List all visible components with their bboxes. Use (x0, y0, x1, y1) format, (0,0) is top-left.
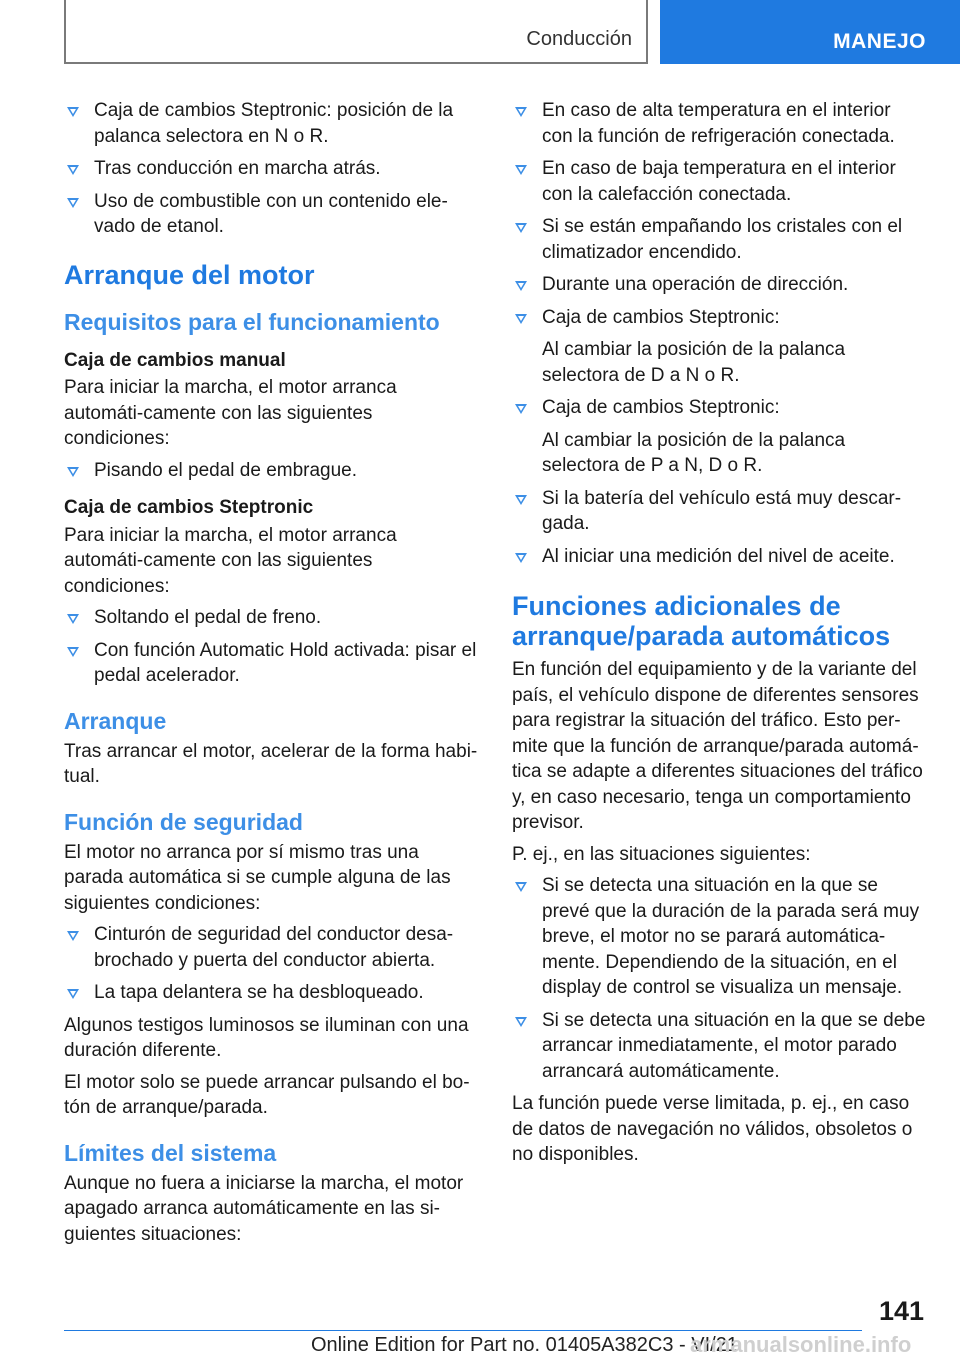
triangle-bullet-icon (67, 647, 79, 657)
list-item: Si la batería del vehículo está muy descar‐gada. (512, 486, 926, 537)
chapter-tab: MANEJO (660, 0, 960, 64)
paragraph: El motor solo se puede arrancar pulsando el bo‐tón de arranque/parada. (64, 1071, 470, 1118)
triangle-bullet-icon (67, 931, 79, 941)
heading-caja-manual: Caja de cambios manual (64, 349, 286, 371)
triangle-bullet-icon (515, 314, 527, 324)
list-item: Durante una operación de dirección. (512, 272, 926, 298)
heading-requisitos: Requisitos para el funcionamiento (64, 308, 440, 335)
bullet-list (512, 98, 926, 569)
list-item: Uso de combustible con un contenido ele‐vado de etanol. (64, 189, 480, 240)
triangle-bullet-icon (515, 1017, 527, 1027)
triangle-bullet-icon (515, 281, 527, 291)
triangle-bullet-icon (67, 107, 79, 117)
list-item: Si se están empañando los cristales con el climatizador encendido. (512, 214, 926, 265)
list-item: Caja de cambios Steptronic: Al cambiar la posición de la palanca selectora de D a N o R. (512, 305, 926, 389)
list-item: Con función Automatic Hold activada: pisar el pedal acelerador. (64, 638, 480, 689)
bullet-list (64, 922, 480, 1006)
triangle-bullet-icon (67, 614, 79, 624)
right-column (512, 98, 926, 1174)
triangle-bullet-icon (67, 165, 79, 175)
triangle-bullet-icon (515, 882, 527, 892)
triangle-bullet-icon (515, 553, 527, 563)
bullet-list (512, 873, 926, 1084)
paragraph: El motor no arranca por sí mismo tras una parada automática si se cumple alguna de las siguientes condiciones: (64, 841, 451, 914)
list-item: Caja de cambios Steptronic: posición de la palanca selectora en N o R. (64, 98, 480, 149)
page-number: 141 (878, 1296, 924, 1326)
bullet-list (64, 98, 480, 240)
heading-caja-steptronic: Caja de cambios Steptronic (64, 497, 314, 518)
list-item: Soltando el pedal de freno. (64, 605, 480, 631)
left-column (64, 98, 480, 1253)
paragraph: Algunos testigos luminosos se iluminan con una duración diferente. (64, 1014, 469, 1061)
bullet-list (64, 458, 480, 484)
list-item: Pisando el pedal de embrague. (64, 458, 480, 484)
section-title: Conducción (526, 28, 632, 50)
triangle-bullet-icon (515, 495, 527, 505)
list-item: Si se detecta una situación en la que se debe arrancar inmediatamente, el motor parado arrancará automáticamente. (512, 1008, 926, 1085)
paragraph: Para iniciar la marcha, el motor arranca automáti‐camente con las siguientes condiciones: (64, 377, 397, 449)
triangle-bullet-icon (67, 467, 79, 477)
paragraph: Tras arrancar el motor, acelerar de la forma habi‐tual. (64, 740, 478, 787)
footer-divider (64, 1330, 862, 1331)
paragraph: En función del equipamiento y de la variante del país, el vehículo dispone de diferentes sensores para registrar la situación del tráfico. Esto per‐mite que la función de arranque/parada automá‐tica se adapte a diferentes situaciones del tráfico y, en caso necesario, tenga un comportamiento previsor. (512, 659, 923, 833)
triangle-bullet-icon (67, 198, 79, 208)
heading-funciones: Funciones adicionales de arranque/parada automáticos (512, 591, 891, 651)
list-item: Caja de cambios Steptronic: Al cambiar la posición de la palanca selectora de P a N, D o R. (512, 395, 926, 479)
triangle-bullet-icon (515, 107, 527, 117)
triangle-bullet-icon (515, 404, 527, 414)
heading-arranque: Arranque (64, 707, 167, 734)
bullet-list (64, 605, 480, 689)
list-item: Tras conducción en marcha atrás. (64, 156, 480, 182)
paragraph: Aunque no fuera a iniciarse la marcha, el motor apagado arranca automáticamente en las si‐guientes situaciones: (64, 1172, 464, 1245)
paragraph: La función puede verse limitada, p. ej., en caso de datos de navegación no válidos, obsoletos o no disponibles. (512, 1093, 913, 1165)
list-item: Cinturón de seguridad del conductor desa‐brochado y puerta del conductor abierta. (64, 922, 480, 973)
header-section-box (64, 0, 648, 64)
triangle-bullet-icon (67, 989, 79, 999)
triangle-bullet-icon (515, 165, 527, 175)
triangle-bullet-icon (515, 223, 527, 233)
footer-edition: Online Edition for Part no. 01405A382C3 - VI/21 (311, 1334, 738, 1356)
paragraph: P. ej., en las situaciones siguientes: (512, 843, 811, 865)
list-item: En caso de alta temperatura en el interior con la función de refrigeración conectada. (512, 98, 926, 149)
watermark: armanualsonline.info (690, 1332, 912, 1357)
list-item: Al iniciar una medición del nivel de aceite. (512, 544, 926, 570)
list-item: La tapa delantera se ha desbloqueado. (64, 980, 480, 1006)
heading-limites: Límites del sistema (64, 1139, 277, 1166)
heading-arranque-motor: Arranque del motor (64, 259, 315, 290)
list-item: Si se detecta una situación en la que se prevé que la duración de la parada será muy breve, el motor no se parará automática‐mente. Dependiendo de la situación, en el display de control se visualiza un mensaje. (512, 873, 926, 1001)
list-item: En caso de baja temperatura en el interior con la calefacción conectada. (512, 156, 926, 207)
paragraph: Para iniciar la marcha, el motor arranca automáti‐camente con las siguientes condiciones: (64, 524, 397, 597)
heading-seguridad: Función de seguridad (64, 808, 303, 835)
